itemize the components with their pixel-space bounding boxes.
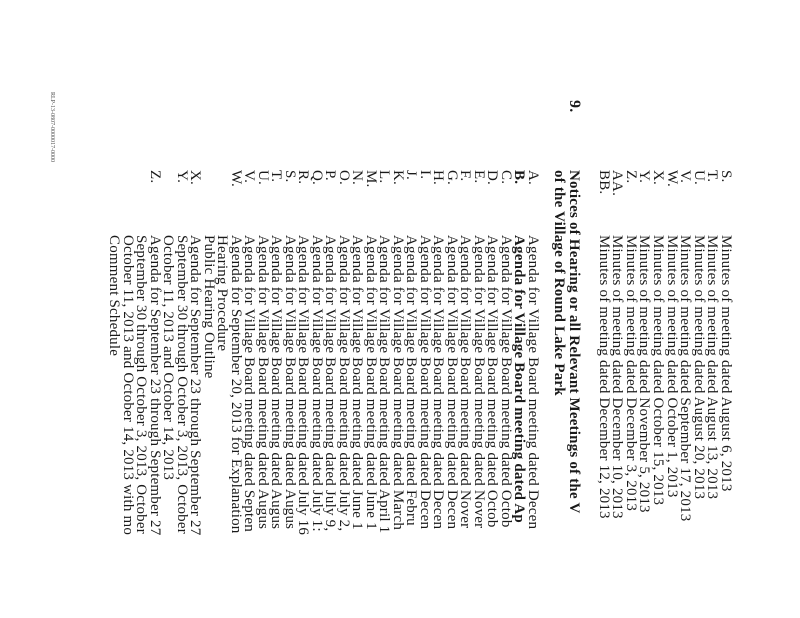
notice-item-letter: B.	[511, 170, 527, 185]
minutes-item-text: Minutes of meeting dated October 15, 2013	[650, 235, 666, 506]
notice-item-text: Agenda for Village Board meeting dated Decen	[430, 235, 446, 530]
notice-item-text: Agenda for Village Board meeting dated Nover	[457, 235, 473, 529]
notice-item-text: Agenda for Village Board meeting dated Octob	[484, 235, 500, 528]
minutes-item-text: Minutes of meeting dated December 3, 2013	[623, 235, 639, 512]
minutes-item-letter: T.	[704, 170, 720, 183]
notice-item-text: Agenda for Village Board meeting dated July 1:	[309, 235, 325, 532]
notice-item-text: Comment Schedule	[106, 235, 122, 357]
notice-item-letter: D.	[484, 170, 500, 185]
notice-item-text: Agenda for Village Board meeting dated Decen	[525, 235, 541, 530]
minutes-item-letter: Y.	[636, 170, 652, 184]
notice-item-letter: F.	[457, 170, 473, 182]
notice-item-text: Agenda for Village Board meeting dated March	[390, 235, 406, 531]
notice-item-letter: M.	[363, 170, 379, 188]
notice-item-text: Agenda for Village Board meeting dated Septen	[241, 235, 257, 532]
notice-item-text: September 30 through October 3, 2013, October	[133, 235, 149, 534]
section-title-line-1: Notices of Hearing or all Relevant Meetings of the V	[566, 170, 582, 514]
minutes-item-letter: W.	[664, 170, 680, 187]
section-title-line-2: of the Village of Round Lake Park	[551, 170, 567, 396]
notice-item-text: October 11, 2013 and October 14, 2013 with mo	[120, 235, 136, 536]
notice-item-letter: J.	[403, 170, 419, 180]
notice-item-text: Hearing Procedure	[214, 235, 230, 352]
notice-item-text: Agenda for Village Board meeting dated July 9,	[322, 235, 338, 532]
minutes-item-text: Minutes of meeting dated September 17, 2013	[677, 235, 693, 522]
minutes-item-letter: X.	[650, 170, 666, 185]
notice-item-text: Agenda for September 23 through September 27	[147, 235, 163, 536]
notice-item-letter: E.	[471, 170, 487, 184]
minutes-item-text: Minutes of meeting dated December 10, 2013	[609, 235, 625, 519]
notice-item-letter: H.	[430, 170, 446, 185]
notice-item-text: Agenda for Village Board meeting dated Augus	[282, 235, 298, 530]
section-number: 9.	[566, 100, 583, 113]
minutes-item-text: Minutes of meeting dated October 1, 2013	[664, 235, 680, 498]
notice-item-text: Agenda for Village Board meeting dated Decen	[417, 235, 433, 530]
minutes-item-letter: Z.	[623, 170, 639, 184]
notice-item-letter: U.	[255, 170, 271, 185]
notice-item-letter: L.	[376, 170, 392, 184]
notice-item-letter: N.	[349, 170, 365, 185]
notice-item-letter: X.	[187, 170, 203, 185]
notice-item-letter: C.	[498, 170, 514, 185]
notice-item-text: Agenda for Village Board meeting dated Ap	[511, 235, 527, 523]
minutes-item-letter: S.	[718, 170, 734, 183]
notice-item-text: September 30 through October 3, 2013, October	[174, 235, 190, 534]
notice-item-letter: P.	[322, 170, 338, 181]
minutes-item-text: Minutes of meeting dated November 5, 2013	[636, 235, 652, 513]
notice-item-letter: A.	[525, 170, 541, 185]
notice-item-text: Agenda for Village Board meeting dated April 1	[376, 235, 392, 534]
notice-item-letter: G.	[444, 170, 460, 185]
notice-item-letter: S.	[282, 170, 298, 183]
notice-item-letter: T.	[268, 170, 284, 183]
notice-item-text: Agenda for Village Board meeting dated June 1	[363, 235, 379, 530]
notice-item-text: Agenda for Village Board meeting dated Nover	[471, 235, 487, 529]
notice-item-letter: V.	[241, 170, 257, 184]
bates-stamp: RLP-13-0807-0000017-0000	[49, 92, 55, 162]
notice-item-text: Agenda for Village Board meeting dated Febru	[403, 235, 419, 526]
notice-item-text: Agenda for Village Board meeting dated June 1	[349, 235, 365, 530]
notice-item-letter: W.	[228, 170, 244, 187]
minutes-item-text: Minutes of meeting dated August 20, 2013	[691, 235, 707, 500]
notice-item-text: Agenda for September 23 through September 27	[187, 235, 203, 536]
notice-item-text: Agenda for Village Board meeting dated Octob	[498, 235, 514, 528]
notice-item-text: October 11, 2013 and October 14, 2013	[160, 235, 176, 481]
minutes-item-letter: V.	[677, 170, 693, 184]
notice-item-text: Agenda for September 20, 2013 for Explanation	[228, 235, 244, 534]
notice-item-letter: Z.	[147, 170, 163, 184]
minutes-item-letter: U.	[691, 170, 707, 185]
notice-item-text: Agenda for Village Board meeting dated July 2,	[336, 235, 352, 532]
notice-item-text: Public Hearing Outline	[201, 235, 217, 379]
notice-item-letter: K.	[390, 170, 406, 185]
notice-item-letter: O.	[336, 170, 352, 185]
notice-item-text: Agenda for Village Board meeting dated Augus	[268, 235, 284, 530]
notice-item-text: Agenda for Village Board meeting dated July 16	[295, 235, 311, 536]
minutes-item-text: Minutes of meeting dated August 13, 2013	[704, 235, 720, 500]
minutes-item-text: Minutes of meeting dated December 12, 2013	[596, 235, 612, 519]
minutes-item-letter: AA.	[609, 170, 625, 197]
notice-item-letter: Q.	[309, 170, 325, 185]
notice-item-text: Agenda for Village Board meeting dated Decen	[444, 235, 460, 530]
notice-item-text: Agenda for Village Board meeting dated Augus	[255, 235, 271, 530]
notice-item-letter: Y.	[174, 170, 190, 184]
notice-item-letter: I.	[417, 170, 433, 180]
minutes-item-letter: BB.	[596, 170, 612, 195]
notice-item-letter: R.	[295, 170, 311, 185]
minutes-item-text: Minutes of meeting dated August 6, 2013	[718, 235, 734, 492]
